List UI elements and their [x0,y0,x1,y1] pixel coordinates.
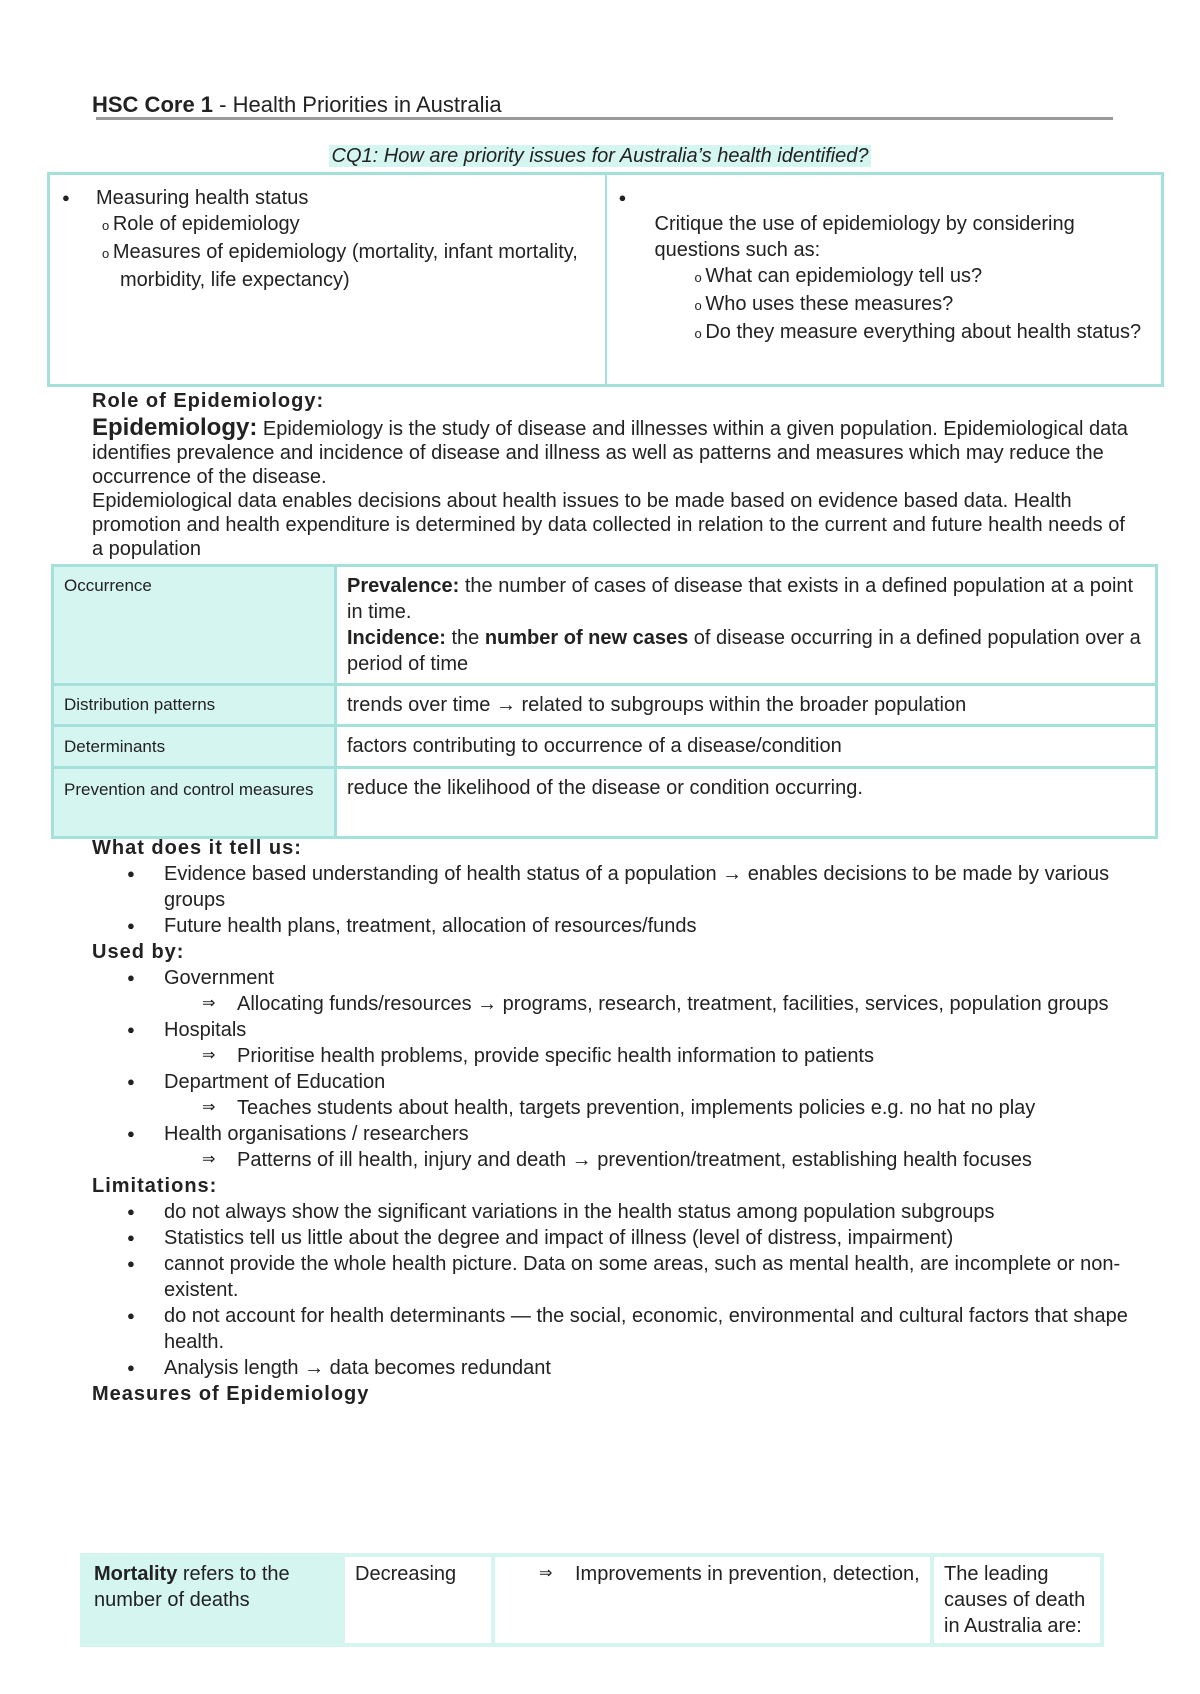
list-subitem: ⇒ Allocating funds/resources → programs, research, treatment, facilities, services, population groups [92,991,1142,1017]
list-item: ● Hospitals [92,1017,1142,1043]
row-label: Determinants [53,726,336,768]
list-subitem: ⇒ Prioritise health problems, provide specific health information to patients [92,1043,1142,1069]
measures-table [80,1553,1104,1647]
table-row [53,726,1157,768]
syllabus-table [47,172,1164,387]
empty-bullet [619,185,1150,211]
list-item: ● Government [92,965,1142,991]
list-item: ● Statistics tell us little about the degree and impact of illness (level of distress, impairment) [92,1225,1142,1251]
row-label: Distribution patterns [53,685,336,726]
list-item: ● Health organisations / researchers [92,1121,1142,1147]
section-heading: Limitations: [92,1175,218,1197]
list-item: ● Analysis length → data becomes redundant [92,1355,1142,1381]
list-item: ● do not account for health determinants — the social, economic, environmental and cultural factors that shape health. [92,1303,1142,1355]
list-item: o Measures of epidemiology (mortality, infant mortality, morbidity, life expectancy) [80,239,593,293]
table-row [53,768,1157,838]
section-heading: What does it tell us: [92,837,302,859]
document-title: HSC Core 1 - Health Priorities in Australia [92,92,502,117]
tell-section [92,835,1142,1407]
content-question: CQ1: How are priority issues for Australia’s health identified? [0,145,1200,168]
syllabus-right-cell [606,174,1163,386]
list-item: ● Future health plans, treatment, allocation of resources/funds [92,913,1142,939]
list-item: ● Measuring health status [62,185,593,211]
trend-cell: Decreasing [343,1555,493,1645]
causes-cell: The leading causes of death in Australia are: [932,1555,1102,1645]
section-heading: Role of Epidemiology: [92,390,325,412]
list-item: o Who uses these measures? [673,291,1150,319]
section-heading: Used by: [92,941,185,963]
list-item: o Role of epidemiology [80,211,593,239]
list-item: Critique the use of epidemiology by considering questions such as: [654,213,1075,261]
syllabus-left-cell [49,174,606,386]
role-paragraph: Epidemiology: Epidemiology is the study of disease and illnesses within a given population. Epidemiological data identifies prevalence and incidence of disease and illness as well as patterns and measures which may reduce the occurrence of the disease. Epidemiological data enables decisions about health issues to be made based on evidence based data. Health promotion and health expenditure is determined by data collected in relation to the current and future health needs of a population [92,414,1128,560]
table-row [53,566,1157,685]
list-item: o What can epidemiology tell us? [673,263,1150,291]
row-label: Occurrence [53,566,336,685]
mortality-cell: Mortality refers to the number of deaths [82,1555,343,1645]
list-item: o Do they measure everything about health status? [673,319,1150,347]
row-value: factors contributing to occurrence of a disease/condition [336,726,1157,768]
row-value: Prevalence: the number of cases of disease that exists in a defined population at a point in time. Incidence: the number of new cases of disease occurring in a defined population over a period of time [336,566,1157,685]
table-row [82,1555,1102,1645]
list-subitem: ⇒ Patterns of ill health, injury and death → prevention/treatment, establishing health focuses [92,1147,1142,1173]
implies-arrow-icon: ⇒ [539,1565,553,1582]
section-heading: Measures of Epidemiology [92,1383,370,1405]
list-item: ● cannot provide the whole health picture. Data on some areas, such as mental health, are incomplete or non-existent. [92,1251,1142,1303]
table-row [53,685,1157,726]
list-item: ● Evidence based understanding of health status of a population → enables decisions to be made by various groups [92,861,1142,913]
row-value: trends over time → related to subgroups within the broader population [336,685,1157,726]
epidemiology-table [51,564,1158,839]
title-underline [96,117,1113,120]
reason-cell: ⇒ Improvements in prevention, detection, [493,1555,932,1645]
list-subitem: ⇒ Teaches students about health, targets prevention, implements policies e.g. no hat no play [92,1095,1142,1121]
row-label: Prevention and control measures [53,768,336,838]
list-item: ● do not always show the significant variations in the health status among population subgroups [92,1199,1142,1225]
row-value: reduce the likelihood of the disease or condition occurring. [336,768,1157,838]
list-item: ● Department of Education [92,1069,1142,1095]
